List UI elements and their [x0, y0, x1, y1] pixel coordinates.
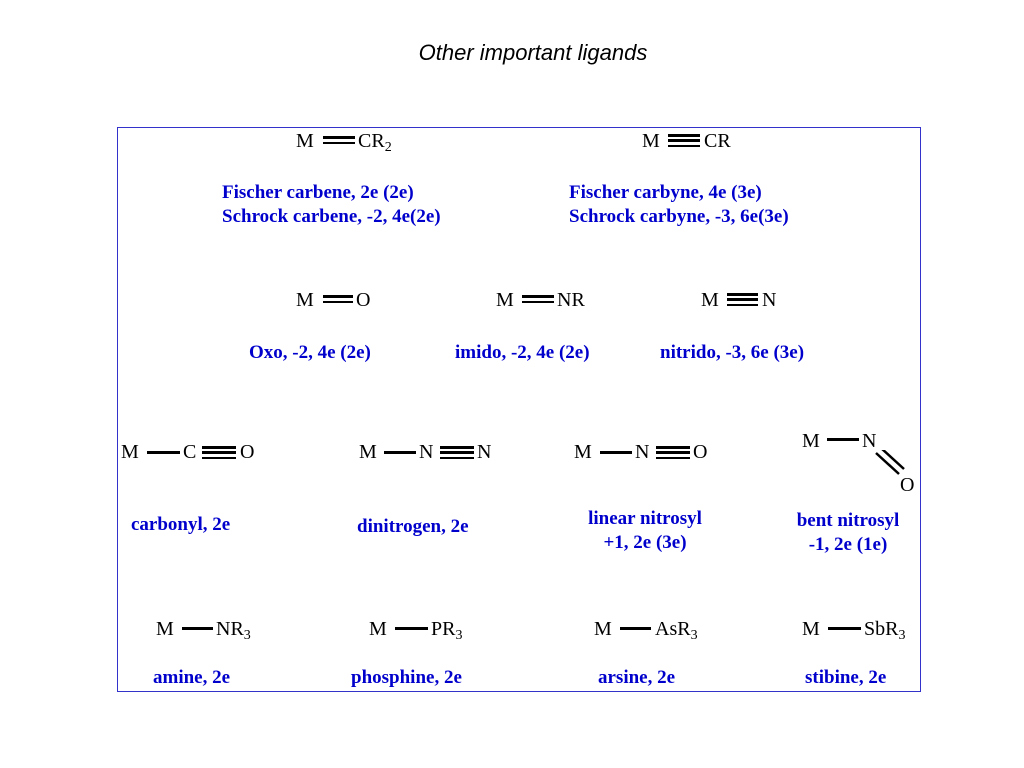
carbyne-triple-bond — [668, 134, 700, 147]
carbonyl-carbon-atom: C — [183, 441, 197, 463]
arsine-label: arsine, 2e — [598, 667, 676, 688]
linear-nitrosyl-label-name: linear nitrosyl — [588, 508, 702, 529]
stibine-single-bond — [828, 627, 861, 630]
carbyne-label-schrock: Schrock carbyne, -3, 6e(3e) — [569, 206, 789, 227]
linear-nitrosyl-triple-bond — [656, 446, 690, 459]
carbene-metal-atom: M — [296, 130, 314, 152]
phosphine-group: $PR_3$ — [431, 618, 463, 643]
nitrido-metal-atom: M — [701, 289, 719, 311]
stibine-group: SbR$_3$ — [864, 618, 906, 643]
carbene-group: $CR_2$ — [358, 130, 392, 155]
bent-nitrosyl-nitrogen-atom: N — [862, 430, 877, 452]
arsine-single-bond — [620, 627, 651, 630]
linear-nitrosyl-oxygen-atom: O — [693, 441, 708, 463]
amine-metal-atom: M — [156, 618, 174, 640]
linear-nitrosyl-single-bond — [600, 451, 632, 454]
oxo-double-bond — [323, 295, 353, 303]
phosphine-label: phosphine, 2e — [351, 667, 462, 688]
carbyne-metal-atom: M — [642, 130, 660, 152]
imido-label: imido, -2, 4e (2e) — [455, 342, 590, 363]
bent-nitrosyl-label-electrons: -1, 2e (1e) — [808, 534, 888, 555]
carbyne-group: CR — [704, 130, 731, 152]
dinitrogen-first-nitrogen-atom: N — [419, 441, 434, 463]
arsine-group: AsR$_3$ — [655, 618, 698, 643]
carbene-double-bond — [323, 136, 355, 144]
phosphine-metal-atom: M — [369, 618, 387, 640]
carbyne-label-fischer: Fischer carbyne, 4e (3e) — [569, 182, 762, 203]
bent-nitrosyl-metal-atom: M — [802, 430, 820, 452]
dinitrogen-label: dinitrogen, 2e — [357, 516, 469, 537]
carbene-label-fischer: Fischer carbene, 2e (2e) — [222, 182, 414, 203]
oxo-metal-atom: M — [296, 289, 314, 311]
amine-group: $NR_3$ — [216, 618, 251, 643]
dinitrogen-triple-bond — [440, 446, 474, 459]
arsine-metal-atom: M — [594, 618, 612, 640]
nitrido-label: nitrido, -3, 6e (3e) — [660, 342, 805, 363]
carbonyl-label: carbonyl, 2e — [131, 514, 231, 535]
bent-nitrosyl-single-bond — [827, 438, 859, 441]
stibine-metal-atom: M — [802, 618, 820, 640]
carbene-label-schrock: Schrock carbene, -2, 4e(2e) — [222, 206, 441, 227]
oxo-label: Oxo, -2, 4e (2e) — [249, 342, 371, 363]
nitrido-triple-bond — [727, 293, 758, 306]
stibine-label: stibine, 2e — [805, 667, 887, 688]
bent-nitrosyl-label-name: bent nitrosyl — [796, 510, 900, 531]
linear-nitrosyl-nitrogen-atom: N — [635, 441, 650, 463]
dinitrogen-single-bond — [384, 451, 416, 454]
linear-nitrosyl-metal-atom: M — [574, 441, 592, 463]
imido-metal-atom: M — [496, 289, 514, 311]
bent-nitrosyl-oxygen-atom: O — [900, 474, 915, 496]
oxo-group: O — [356, 289, 371, 311]
amine-single-bond — [182, 627, 213, 630]
phosphine-single-bond — [395, 627, 428, 630]
amine-label: amine, 2e — [153, 667, 231, 688]
slide-title: Other important ligands — [418, 40, 648, 65]
dinitrogen-second-nitrogen-atom: N — [477, 441, 492, 463]
carbonyl-metal-atom: M — [121, 441, 139, 463]
imido-double-bond — [522, 295, 554, 303]
dinitrogen-metal-atom: M — [359, 441, 377, 463]
carbonyl-single-bond — [147, 451, 180, 454]
carbonyl-oxygen-atom: O — [240, 441, 255, 463]
nitrido-group: N — [762, 289, 777, 311]
linear-nitrosyl-label-electrons: +1, 2e (3e) — [603, 532, 687, 553]
carbonyl-triple-bond — [202, 446, 236, 459]
imido-group: NR — [557, 289, 585, 311]
